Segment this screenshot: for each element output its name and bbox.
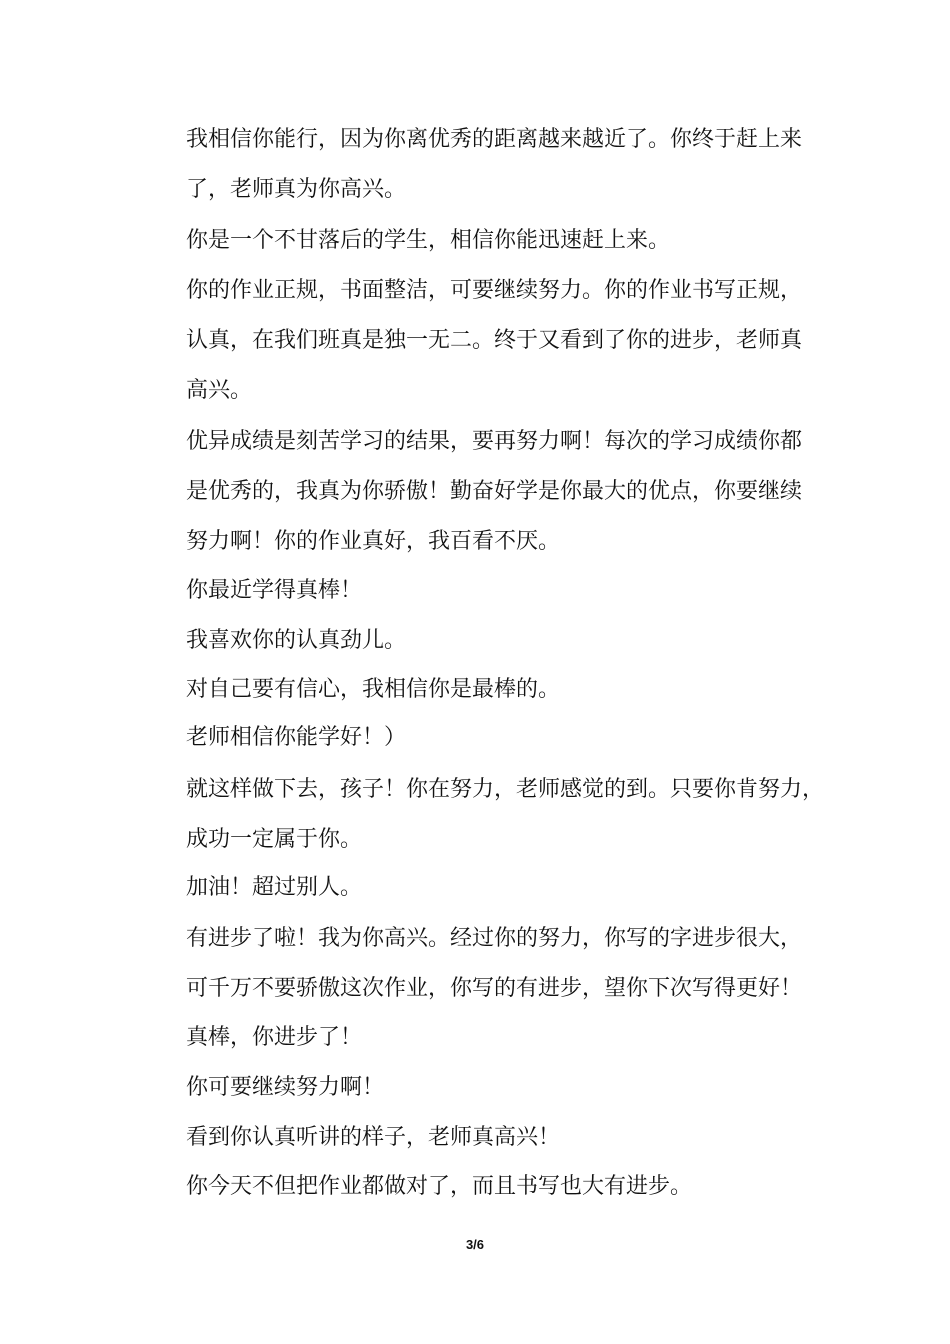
text-line: 高兴。 <box>186 378 253 403</box>
text-line: 加油！超过别人。 <box>186 875 363 900</box>
text-line: 你的作业正规，书面整洁，可要继续努力。你的作业书写正规， <box>186 278 803 303</box>
text-line: 我喜欢你的认真劲儿。 <box>186 628 407 653</box>
text-line: 有进步了啦！我为你高兴。经过你的努力，你写的字进步很大， <box>186 926 803 951</box>
text-line: 看到你认真听讲的样子，老师真高兴！ <box>186 1125 561 1150</box>
text-line: 是优秀的，我真为你骄傲！勤奋好学是你最大的优点，你要继续 <box>186 479 803 504</box>
text-line: 就这样做下去，孩子！你在努力，老师感觉的到。只要你肯努力， <box>186 777 825 802</box>
text-line: 成功一定属于你。 <box>186 827 363 852</box>
text-line: 你今天不但把作业都做对了，而且书写也大有进步。 <box>186 1174 693 1199</box>
text-line: 你最近学得真棒！ <box>186 578 363 603</box>
text-line: 优异成绩是刻苦学习的结果，要再努力啊！每次的学习成绩你都 <box>186 429 803 454</box>
text-line: 努力啊！你的作业真好，我百看不厌。 <box>186 529 561 554</box>
page-number: 3/6 <box>465 1237 485 1252</box>
text-line: 我相信你能行，因为你离优秀的距离越来越近了。你终于赶上来 <box>186 127 803 152</box>
text-line: 可千万不要骄傲这次作业，你写的有进步，望你下次写得更好！ <box>186 976 803 1001</box>
text-line: 老师相信你能学好！） <box>186 725 407 750</box>
text-line: 你可要继续努力啊！ <box>186 1075 385 1100</box>
text-line: 真棒，你进步了！ <box>186 1025 363 1050</box>
text-line: 认真，在我们班真是独一无二。终于又看到了你的进步，老师真 <box>186 328 803 353</box>
text-line: 了，老师真为你高兴。 <box>186 177 407 202</box>
text-line: 你是一个不甘落后的学生，相信你能迅速赶上来。 <box>186 228 671 253</box>
text-line: 对自己要有信心，我相信你是最棒的。 <box>186 677 561 702</box>
